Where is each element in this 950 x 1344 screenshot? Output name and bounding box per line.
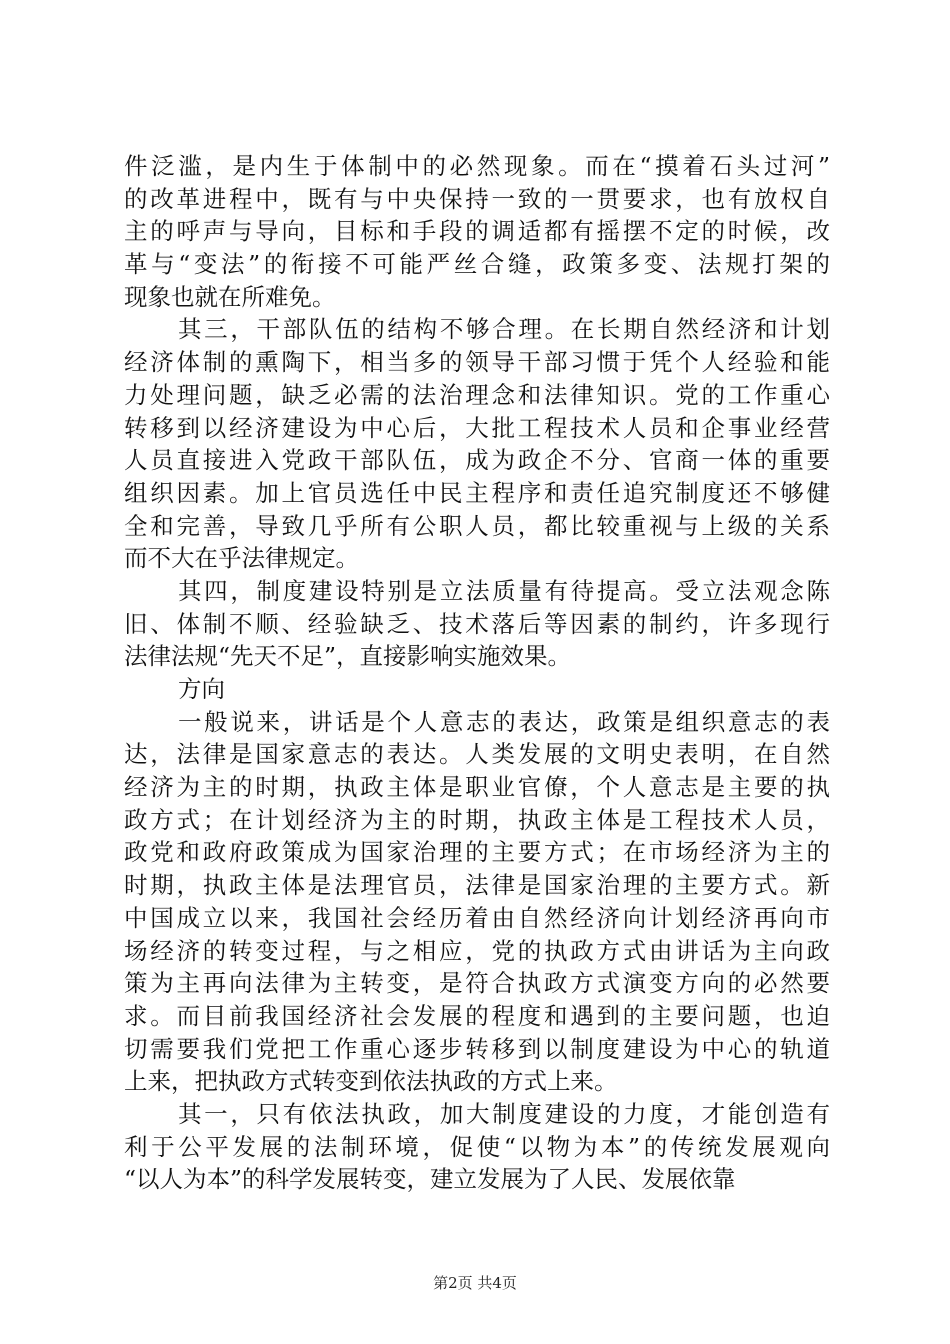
paragraph-first-line: 方向 [178,675,225,703]
paragraph-line: “以人为本”的科学发展转变，建立发展为了人民、发展依靠 [124,1165,736,1194]
paragraph-line: 组织因素。加上官员选任中民主程序和责任追究制度还不够健 [124,478,830,507]
paragraph-line: 策为主再向法律为主转变，是符合执政方式演变方向的必然要 [124,969,830,998]
paragraph-first-line: 其四，制度建设特别是立法质量有待提高。受立法观念陈 [178,576,830,605]
paragraph-line: 利于公平发展的法制环境，促使“以物为本”的传统发展观向 [124,1132,830,1161]
document-body [124,150,830,1196]
paragraph-line: 切需要我们党把工作重心逐步转移到以制度建设为中心的轨道 [124,1034,830,1063]
paragraph-line: 达，法律是国家意志的表达。人类发展的文明史表明，在自然 [124,740,830,769]
paragraph-first-line: 其一，只有依法执政，加大制度建设的力度，才能创造有 [178,1099,830,1128]
paragraph-line: 的改革进程中，既有与中央保持一致的一贯要求，也有放权自 [124,184,830,213]
paragraph-first-line: 其三，干部队伍的结构不够合理。在长期自然经济和计划 [178,315,830,344]
paragraph-line: 时期，执政主体是法理官员，法律是国家治理的主要方式。新 [124,871,830,900]
paragraph-line: 法律法规“先天不足”，直接影响实施效果。 [124,642,572,671]
paragraph-line: 旧、体制不顺、经验缺乏、技术落后等因素的制约，许多现行 [124,609,830,638]
paragraph-first-line: 件泛滥，是内生于体制中的必然现象。而在“摸着石头过河” [124,152,830,180]
paragraph-line: 经济体制的熏陶下，相当多的领导干部习惯于凭个人经验和能 [124,348,830,377]
paragraph-line: 上来，把执政方式转变到依法执政的方式上来。 [124,1067,618,1096]
page-footer: 第2页 共4页 [433,1274,517,1292]
paragraph-line: 场经济的转变过程，与之相应，党的执政方式由讲话为主向政 [124,936,830,965]
paragraph-line: 全和完善，导致几乎所有公职人员，都比较重视与上级的关系 [124,511,830,540]
paragraph-first-line: 一般说来，讲话是个人意志的表达，政策是组织意志的表 [178,707,830,736]
paragraph-line: 现象也就在所难免。 [124,282,336,311]
paragraph-line: 政方式；在计划经济为主的时期，执政主体是工程技术人员， [124,805,830,834]
paragraph-line: 经济为主的时期，执政主体是职业官僚，个人意志是主要的执 [124,773,830,802]
paragraph-line: 求。而目前我国经济社会发展的程度和遇到的主要问题，也迫 [124,1001,830,1030]
paragraph-line: 主的呼声与导向，目标和手段的调适都有摇摆不定的时候，改 [124,217,830,246]
paragraph-line: 人员直接进入党政干部队伍，成为政企不分、官商一体的重要 [124,446,830,475]
paragraph-line: 革与“变法”的衔接不可能严丝合缝，政策多变、法规打架的 [124,250,830,279]
paragraph-line: 中国成立以来，我国社会经历着由自然经济向计划经济再向市 [124,903,830,932]
paragraph-line: 力处理问题，缺乏必需的法治理念和法律知识。党的工作重心 [124,380,830,409]
paragraph-line: 政党和政府政策成为国家治理的主要方式；在市场经济为主的 [124,838,830,867]
paragraph-line: 而不大在乎法律规定。 [124,544,359,573]
paragraph-line: 转移到以经济建设为中心后，大批工程技术人员和企事业经营 [124,413,830,442]
